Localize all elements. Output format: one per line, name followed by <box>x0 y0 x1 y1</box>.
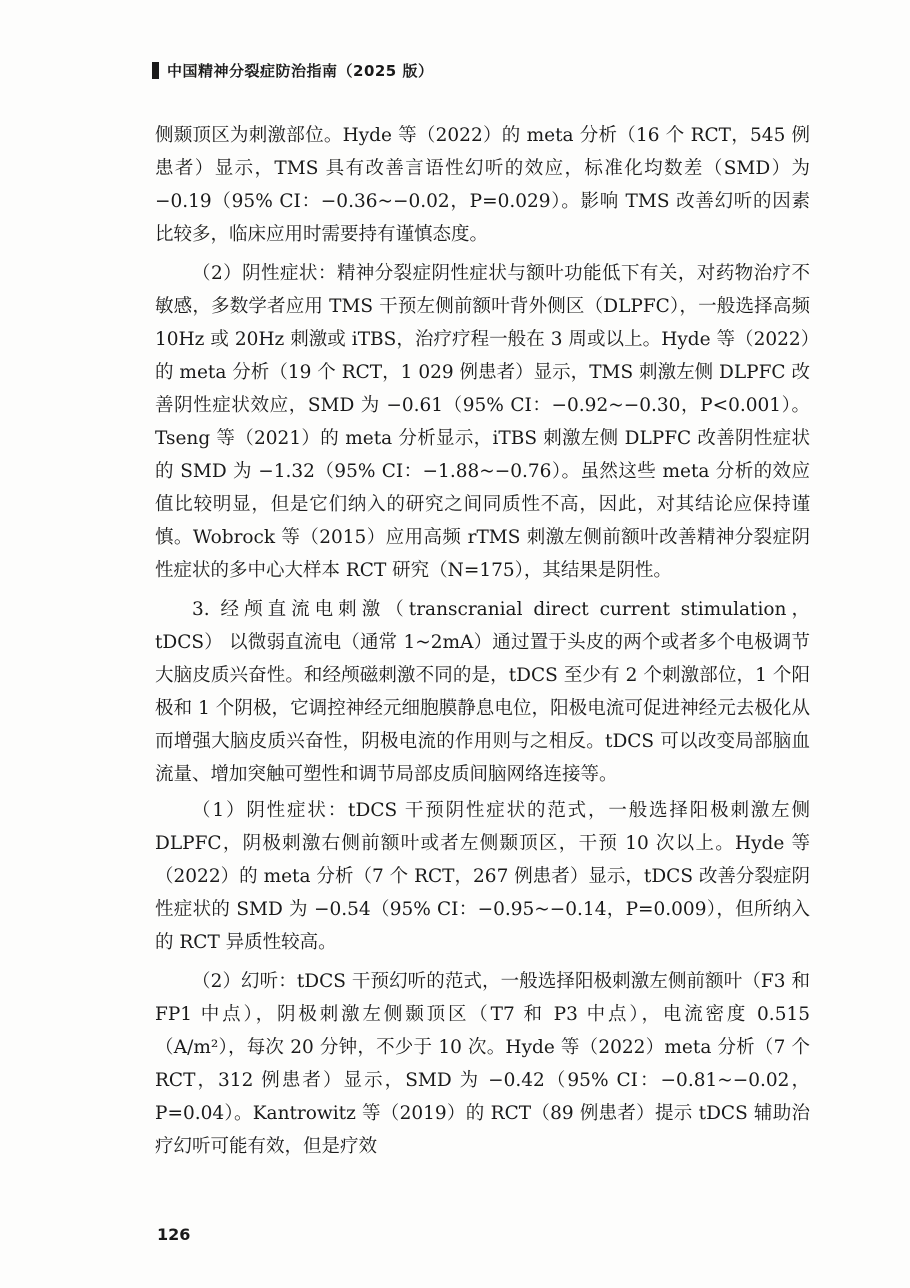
body-text <box>155 119 810 1169</box>
paragraph-negative-symptoms-tms: （2）阴性症状：精神分裂症阴性症状与额叶功能低下有关，对药物治疗不敏感，多数学者应用 TMS 干预左侧前额叶背外侧区（DLPFC），一般选择高频 10Hz 或 20Hz 刺激或 iTBS，治疗疗程一般在 3 周或以上。Hyde 等（2022）的 meta 分析（19 个 RCT，1 029 例患者）显示，TMS 刺激左侧 DLPFC 改善阴性症状效应，SMD 为 −0.61（95% CI：−0.92~−0.30，P<0.001）。Tseng 等（2021）的 meta 分析显示，iTBS 刺激左侧 DLPFC 改善阴性症状的 SMD 为 −1.32（95% CI：−1.88~−0.76）。虽然这些 meta 分析的效应值比较明显，但是它们纳入的研究之间同质性不高，因此，对其结论应保持谨慎。Wobrock 等（2015）应用高频 rTMS 刺激左侧前额叶改善精神分裂症阴性症状的多中心大样本 RCT 研究（N=175），其结果是阴性。 <box>155 263 810 581</box>
running-header <box>152 60 433 81</box>
header-bar-marker <box>152 62 159 79</box>
paragraph-negative-symptoms-tdcs: （1）阴性症状：tDCS 干预阴性症状的范式，一般选择阳极刺激左侧 DLPFC，阴极刺激右侧前额叶或者左侧颞顶区，干预 10 次以上。Hyde 等（2022）的 meta 分析（7 个 RCT，267 例患者）显示，tDCS 改善分裂症阴性症状的 SMD 为 −0.54（95% CI：−0.95~−0.14，P=0.009），但所纳入的 RCT 异质性较高。 <box>155 800 810 953</box>
paragraph-tdcs-intro: 3. 经颅直流电刺激（transcranial direct current stimulation，tDCS） 以微弱直流电（通常 1~2mA）通过置于头皮的两个或者多个电极调节大脑皮质兴奋性。和经颅磁刺激不同的是，tDCS 至少有 2 个刺激部位，1 个阳极和 1 个阴极，它调控神经元细胞膜静息电位，阳极电流可促进神经元去极化从而增强大脑皮质兴奋性，阴极电流的作用则与之相反。tDCS 可以改变局部脑血流量、增加突触可塑性和调节局部皮质间脑网络连接等。 <box>155 599 810 785</box>
header-title: 中国精神分裂症防治指南（2025 版） <box>167 62 434 80</box>
paragraph-auditory-hallucination-tdcs: （2）幻听：tDCS 干预幻听的范式，一般选择阳极刺激左侧前额叶（F3 和 FP1 中点），阴极刺激左侧颞顶区（T7 和 P3 中点），电流密度 0.515（A/m²），每次 20 分钟，不少于 10 次。Hyde 等（2022）meta 分析（7 个 RCT，312 例患者）显示，SMD 为 −0.42（95% CI：−0.81~−0.02，P=0.04）。Kantrowitz 等（2019）的 RCT（89 例患者）提示 tDCS 辅助治疗幻听可能有效，但是疗效 <box>155 971 810 1157</box>
page-number: 126 <box>157 1225 191 1244</box>
paragraph-continuation: 侧颞顶区为刺激部位。Hyde 等（2022）的 meta 分析（16 个 RCT，545 例患者）显示，TMS 具有改善言语性幻听的效应，标准化均数差（SMD）为 −0.19（95% CI：−0.36~−0.02，P=0.029）。影响 TMS 改善幻听的因素比较多，临床应用时需要持有谨慎态度。 <box>155 125 810 245</box>
